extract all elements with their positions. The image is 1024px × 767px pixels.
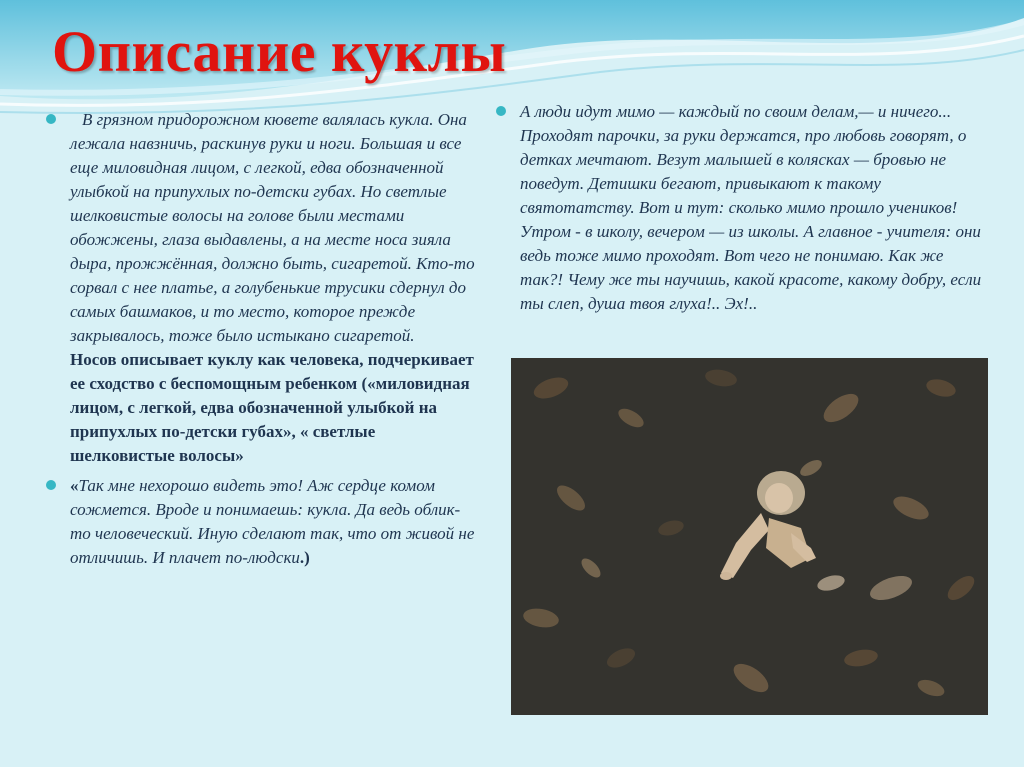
- author-quote: [70, 474, 478, 570]
- bullet-icon: [46, 114, 56, 124]
- quote-close: .): [299, 548, 310, 567]
- left-column: [46, 108, 478, 570]
- right-block: [496, 100, 986, 316]
- left-block-2: [46, 474, 478, 570]
- quote-open: «: [70, 476, 79, 495]
- bullet-icon: [46, 480, 56, 490]
- right-quote-paragraph: А люди идут мимо — каждый по своим делам,— и ничего... Проходят парочки, за руки держатся, про любовь говорят, о детках мечтают. Везут малышей в колясках — бровью не поведут. Детишки бегают, привыкают к такому святотатству. Вот и тут: сколько мимо прошло учеников! Утром - в школу, вечером — из школы. А главное - учителя: они ведь тоже мимо проходят. Вот чего не понимаю. Как же так?! Чему же ты научишь, какой красоте, какому добру, если ты слеп, душа твоя глуха!.. Эх!..: [520, 102, 982, 313]
- quote-text: Так мне нехорошо видеть это! Аж сердце комом сожмется. Вроде и понимаешь: кукла. Да ведь облик-то человеческий. Иную сделают так, что от живой не отличишь. И плачет по-людски: [70, 476, 475, 567]
- left-block-1: [46, 108, 478, 468]
- doll-on-ground-photo: [511, 358, 988, 715]
- page-title: Описание куклы: [52, 19, 507, 84]
- right-column: [496, 100, 986, 316]
- text-analysis-paragraph: Носов описывает куклу как человека, подчеркивает ее сходство с беспомощным ребенком («миловидная лицом, с легкой, едва обозначенной улыбкой на припухлых по-детски губах», « светлые шелковистые волосы»: [70, 350, 474, 465]
- text-quote-paragraph: В грязном придорожном кювете валялась кукла. Она лежала навзничь, раскинув руки и ноги. Большая и все еще миловидная лицом, с легкой, едва обозначенной улыбкой на припухлых по-детски губах. Но светлые шелковистые волосы на голове были местами обожжены, глаза выдавлены, а на месте носа зияла дыра, прожжённая, должно быть, сигаретой. Кто-то сорвал с нее платье, а голубенькие трусики сдернул до самых башмаков, и то место, которое прежде закрывалось, тоже было истыкано сигаретой.: [70, 110, 475, 345]
- bullet-icon: [496, 106, 506, 116]
